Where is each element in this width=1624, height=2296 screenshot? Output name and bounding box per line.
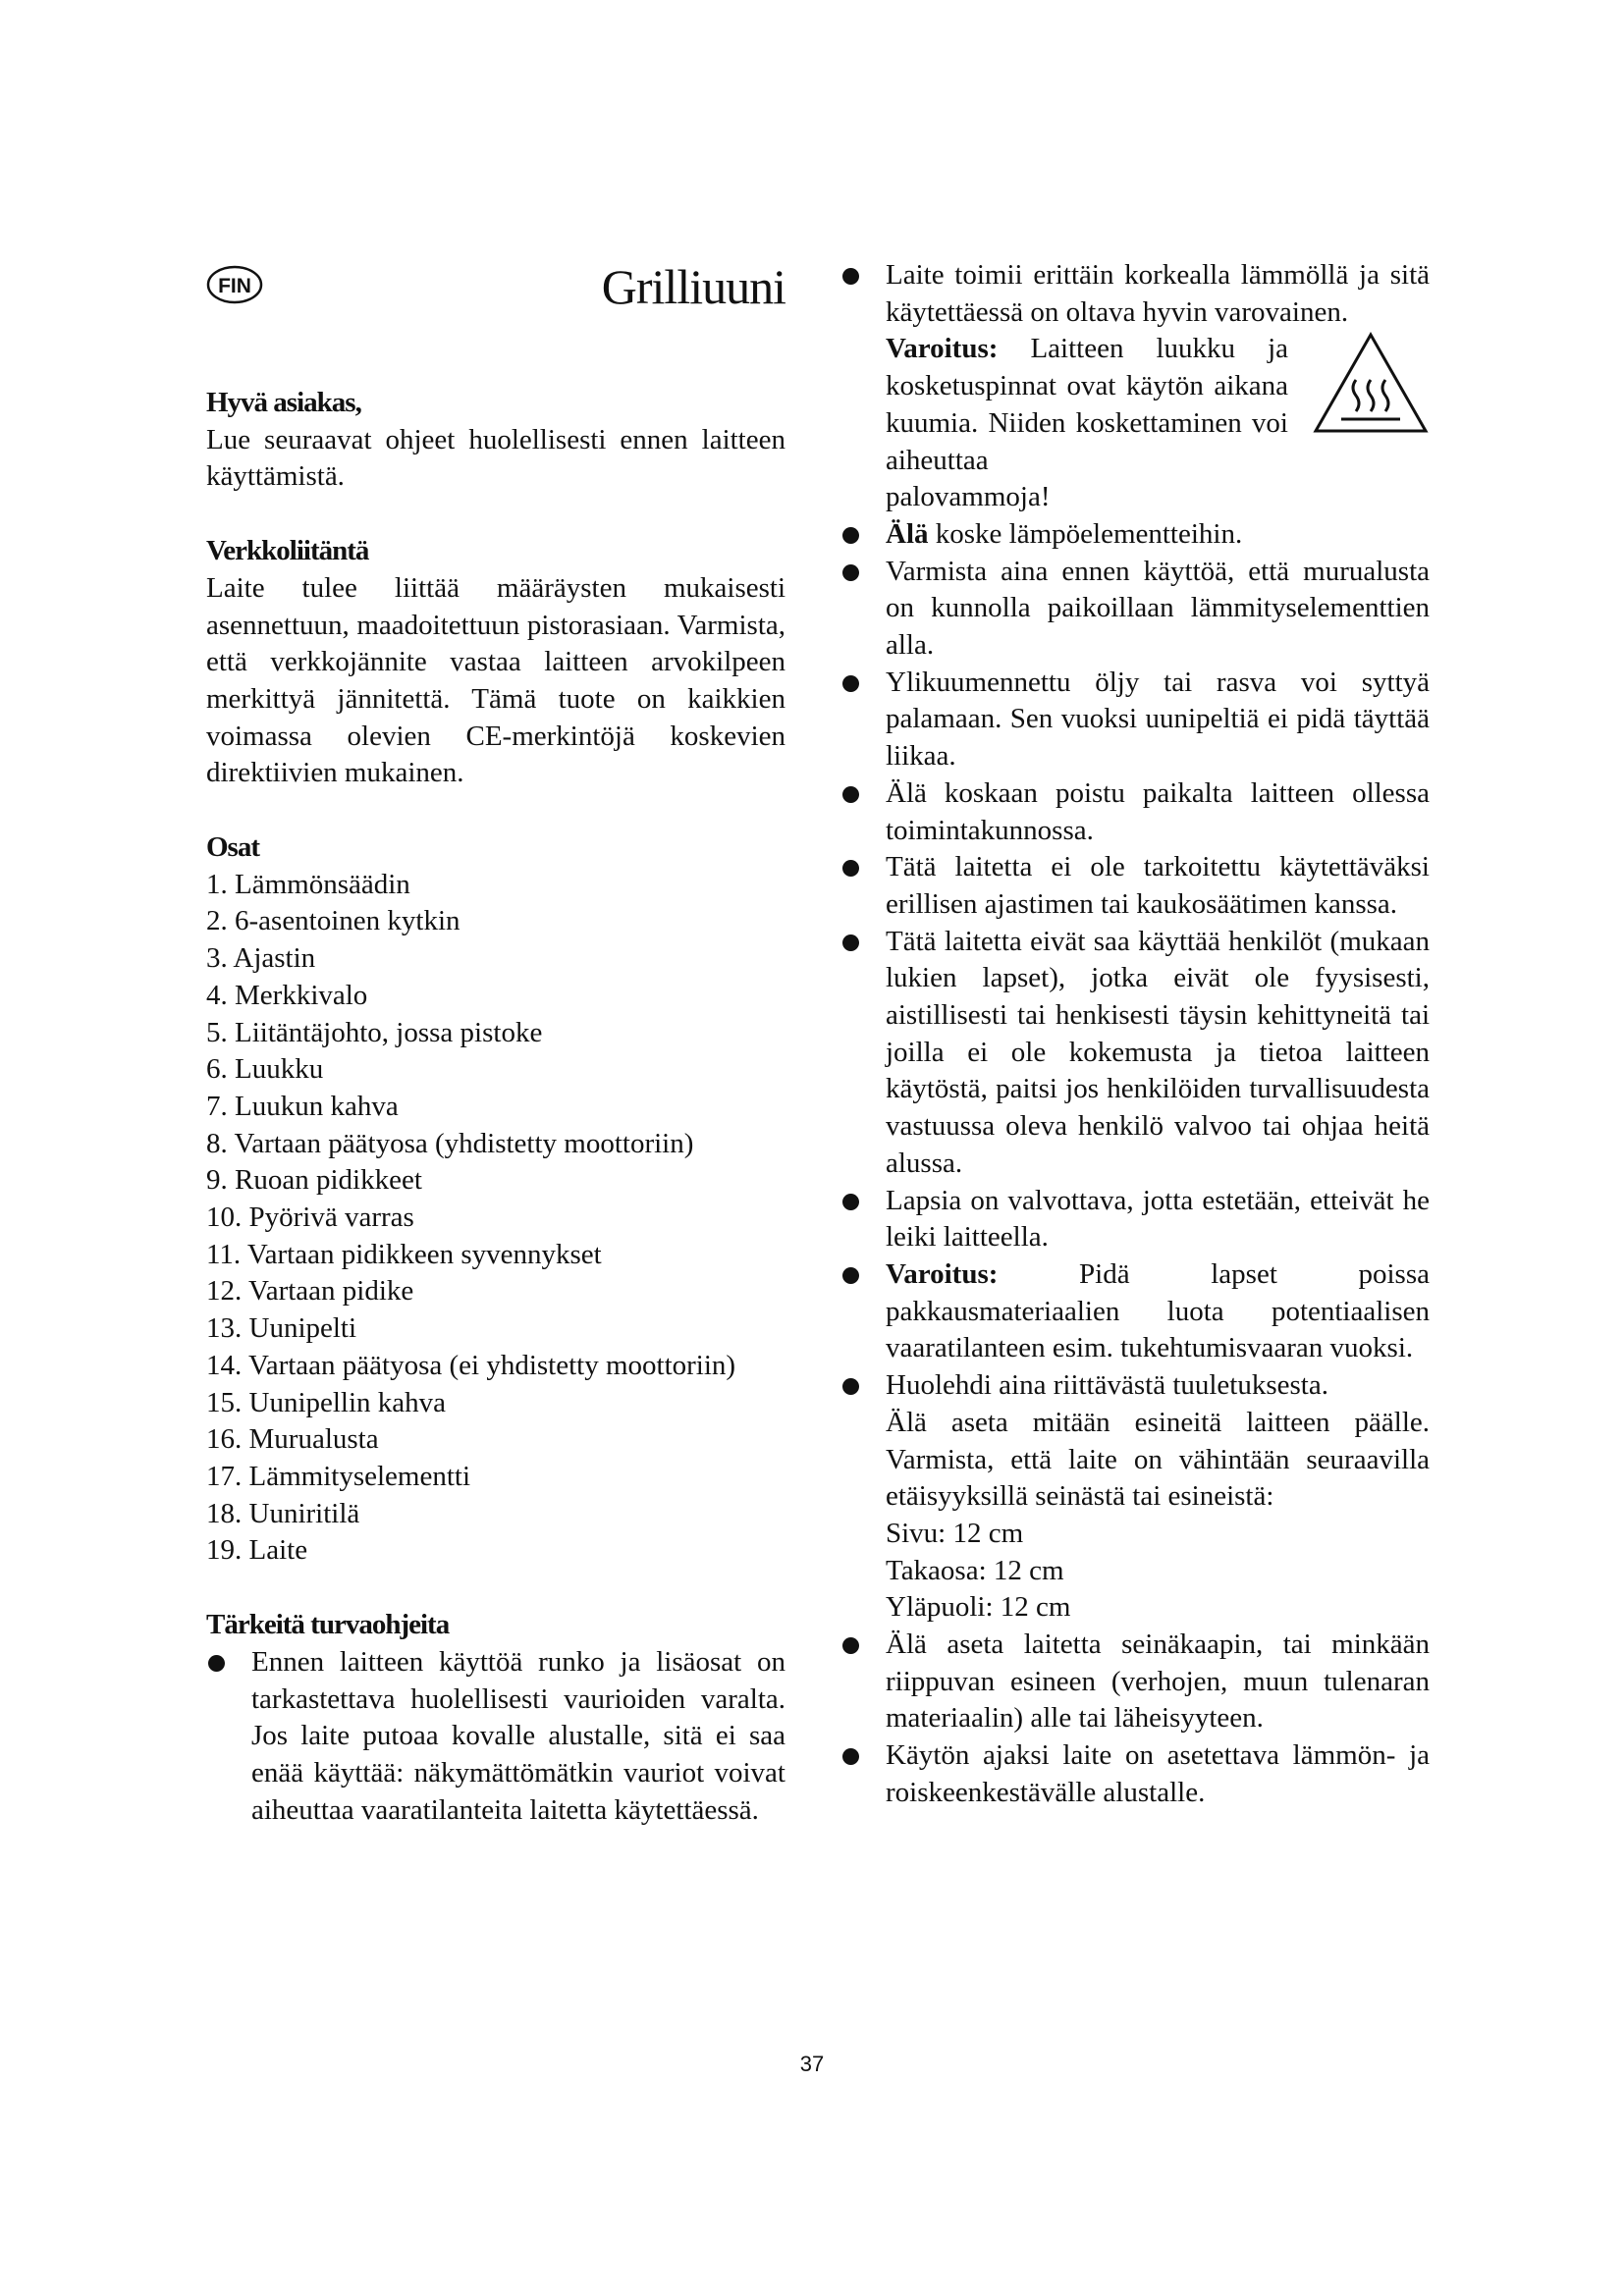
greeting-heading: Hyvä asiakas,	[206, 387, 361, 418]
bullet-icon	[842, 1378, 859, 1395]
safety-bullet: Varmista aina ennen käyttöä, että murualusta on kunnolla paikoillaan lämmityselementtien alla.	[840, 554, 1430, 665]
distance-back: Takaosa: 12 cm	[886, 1554, 1064, 1586]
bullet-icon	[842, 860, 859, 877]
left-column	[206, 257, 785, 1829]
bullet-icon	[842, 786, 859, 803]
distance-side: Sivu: 12 cm	[886, 1517, 1024, 1549]
part-item: 9. Ruoan pidikkeet	[206, 1164, 422, 1197]
part-item: 18. Uuniritilä	[206, 1497, 360, 1529]
warning-text: Varoitus: Laitteen luukku ja kosketuspinnat ovat käytön aikana kuumia. Niiden koskettaminen voi aiheuttaa	[886, 333, 1288, 476]
part-item: 4. Merkkivalo	[206, 979, 368, 1011]
warning-label: Varoitus:	[886, 333, 999, 365]
part-item: 19. Laite	[206, 1534, 308, 1567]
part-item: 11. Vartaan pidikkeen syvennykset	[206, 1238, 602, 1270]
part-item: 1. Lämmönsäädin	[206, 868, 410, 900]
language-badge-text: FIN	[218, 275, 251, 297]
part-item: 12. Vartaan pidike	[206, 1275, 414, 1308]
safety-bullet: Tätä laitetta ei ole tarkoitettu käytettäväksi erillisen ajastimen tai kaukosäätimen kanssa.	[840, 849, 1430, 923]
safety-bullet: Älä koske lämpöelementteihin.	[840, 516, 1430, 554]
parts-heading: Osat	[206, 831, 259, 864]
safety-bullet: Käytön ajaksi laite on asetettava lämmön- ja roiskeenkestävälle alustalle.	[840, 1737, 1430, 1811]
part-item: 16. Murualusta	[206, 1423, 379, 1456]
bullet-icon	[842, 268, 859, 285]
connection-heading: Verkkoliitäntä	[206, 535, 369, 567]
part-item: 14. Vartaan päätyosa (ei yhdistetty moottoriin)	[206, 1349, 736, 1381]
safety-bullet: Tätä laitetta eivät saa käyttää henkilöt (mukaan lukien lapset), jotka eivät ole fyysisesti, aistillisesti tai henkisesti täysin kehittyneitä tai joilla ei ole kokemusta ja tietoa laitteen käytöstä, paitsi jos henkilöiden turvallisuudesta vastuussa oleva henkilö valvoo tai ohjaa heitä alussa.	[840, 924, 1430, 1183]
safety-bullet: Ylikuumennettu öljy tai rasva voi syttyä palamaan. Sen vuoksi uunipeltiä ei pidä täyttää liikaa.	[840, 665, 1430, 775]
bullet-icon	[842, 527, 859, 544]
greeting-text: Lue seuraavat ohjeet huolellisesti ennen laitteen käyttämistä.	[206, 423, 785, 493]
bullet-icon	[208, 1655, 225, 1672]
part-item: 17. Lämmityselementti	[206, 1460, 471, 1492]
title-wrap	[206, 257, 785, 316]
ventilation-text: Älä aseta mitään esineitä laitteen päälle. Varmista, että laite on vähintään seuraavilla etäisyyksillä seinästä tai esineistä:	[886, 1406, 1430, 1513]
safety-heading: Tärkeitä turvaohjeita	[206, 1609, 450, 1641]
part-item: 7. Luukun kahva	[206, 1090, 399, 1122]
bullet-icon	[842, 564, 859, 581]
right-column	[840, 257, 1430, 1812]
parts-list	[206, 867, 785, 1570]
warning-tail: palovammoja!	[886, 481, 1051, 513]
part-item: 10. Pyörivä varras	[206, 1201, 414, 1234]
part-item: 6. Luukku	[206, 1053, 324, 1086]
safety-bullet: Älä aseta laitetta seinäkaapin, tai minkään riippuvan esineen (verhojen, muun tulenaran materiaalin) alle tai läheisyyteen.	[840, 1627, 1430, 1737]
distance-top: Yläpuoli: 12 cm	[886, 1591, 1071, 1624]
connection-text: Laite tulee liittää määräysten mukaisesti asennettuun, maadoitettuun pistorasiaan. Varmista, että verkkojännite vastaa laitteen arvokilpeen merkittyä jännitettä. Tämä tuote on kaikkien voimassa olevien CE-merkintöjä koskevien direktiivien mukainen.	[206, 571, 785, 789]
hot-surface-warning-icon	[1312, 331, 1430, 439]
bullet-icon	[842, 934, 859, 951]
bullet-icon	[842, 1637, 859, 1654]
part-item: 8. Vartaan päätyosa (yhdistetty moottoriin)	[206, 1127, 694, 1159]
hot-surface-warning	[840, 331, 1430, 516]
part-item: 3. Ajastin	[206, 942, 316, 975]
safety-bullet: Lapsia on valvottava, jotta estetään, etteivät he leiki laitteella.	[840, 1183, 1430, 1256]
part-item: 5. Liitäntäjohto, jossa pistoke	[206, 1016, 543, 1048]
safety-bullet: Varoitus: Pidä lapset poissa pakkausmateriaalien luota potentiaalisen vaaratilanteen esim. tukehtumisvaaran vuoksi.	[840, 1256, 1430, 1367]
safety-bullet: Huolehdi aina riittävästä tuuletuksesta.	[840, 1367, 1430, 1405]
safety-bullet: Ennen laitteen käyttöä runko ja lisäosat on tarkastettava huolellisesti vaurioiden varalta. Jos laite putoaa kovalle alustalle, sitä ei saa enää käyttää: näkymättömätkin vauriot voivat aiheuttaa vaaratilanteita laitetta käytettäessä.	[206, 1644, 785, 1830]
part-item: 13. Uunipelti	[206, 1312, 357, 1345]
part-item: 2. 6-asentoinen kytkin	[206, 905, 460, 937]
safety-bullet: Älä koskaan poistu paikalta laitteen ollessa toimintakunnossa.	[840, 775, 1430, 849]
bullet-icon	[842, 1748, 859, 1765]
bullet-icon	[842, 675, 859, 692]
bullet-icon	[842, 1194, 859, 1210]
page-number: 37	[799, 2052, 825, 2076]
page-title: Grilliuuni	[601, 259, 785, 314]
bullet-icon	[842, 1267, 859, 1284]
part-item: 15. Uunipellin kahva	[206, 1386, 447, 1418]
safety-bullet: Laite toimii erittäin korkealla lämmöllä ja sitä käytettäessä on oltava hyvin varovainen.	[840, 257, 1430, 331]
